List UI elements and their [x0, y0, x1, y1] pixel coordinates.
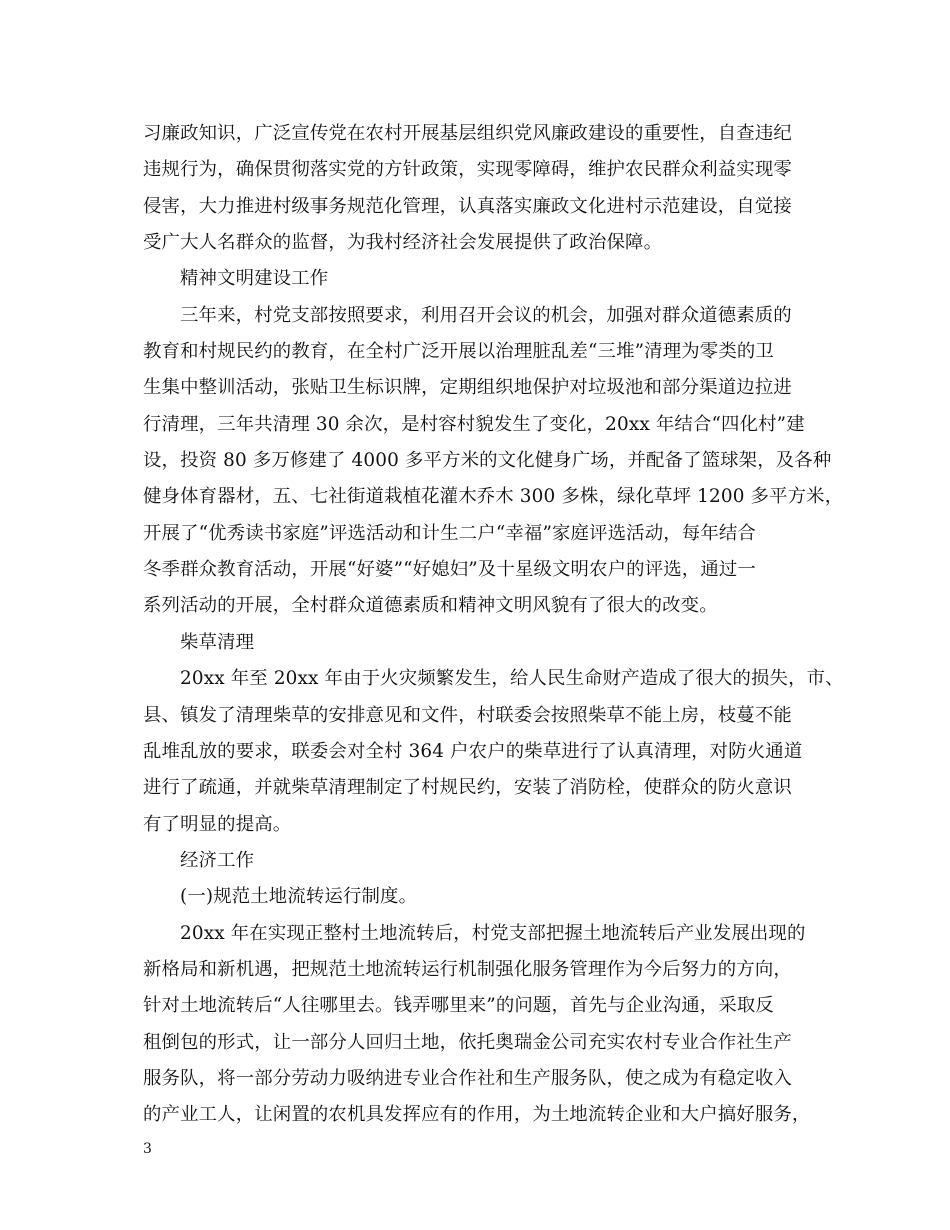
paragraph-line: 服务队，将一部分劳动力吸纳进专业合作社和生产服务队，使之成为有稳定收入	[143, 1067, 792, 1089]
paragraph-line: 设，投资 80 多万修建了 4000 多平方米的文化健身广场，并配备了篮球架，及各种	[143, 450, 832, 472]
paragraph-line: 有了明显的提高。	[143, 813, 292, 835]
paragraph-line: 20xx 年在实现正整村土地流转后，村党支部把握土地流转后产业发展出现的	[180, 922, 806, 944]
paragraph-line: 20xx 年至 20xx 年由于火灾频繁发生，给人民生命财产造成了很大的损失，市、	[180, 668, 844, 690]
paragraph-line: 乱堆乱放的要求，联委会对全村 364 户农户的柴草进行了认真清理，对防火通道	[143, 740, 803, 762]
paragraph-line: 教育和村规民约的教育，在全村广泛开展以治理脏乱差“三堆”清理为零类的卫	[143, 341, 774, 363]
paragraph-line: 侵害，大力推进村级事务规范化管理，认真落实廉政文化进村示范建设，自觉接	[143, 195, 792, 217]
paragraph-line: 行清理，三年共清理 30 余次，是村容村貌发生了变化，20xx 年结合“四化村”建	[143, 413, 805, 435]
paragraph-line: 开展了“优秀读书家庭”评选活动和计生二户“幸福”家庭评选活动，每年结合	[143, 522, 756, 544]
section-heading: 柴草清理	[180, 631, 255, 653]
paragraph-line: 县、镇发了清理柴草的安排意见和文件，村联委会按照柴草不能上房，枝蔓不能	[143, 704, 792, 726]
paragraph-line: 受广大人名群众的监督，为我村经济社会发展提供了政治保障。	[143, 232, 663, 254]
paragraph-line: 健身体育器材，五、七社街道栽植花灌木乔木 300 多株，绿化草坪 1200 多平方米，	[143, 486, 844, 508]
section-heading: 经济工作	[180, 849, 255, 871]
paragraph-line: 的产业工人，让闲置的农机具发挥应有的作用，为土地流转企业和大户搞好服务，	[143, 1104, 811, 1126]
paragraph-line: 生集中整训活动，张贴卫生标识牌，定期组织地保护对垃圾池和部分渠道边拉进	[143, 377, 792, 399]
paragraph-line: 冬季群众教育活动，开展“好婆”“好媳妇”及十星级文明农户的评选，通过一	[143, 559, 756, 581]
paragraph-line: 三年来，村党支部按照要求，利用召开会议的机会，加强对群众道德素质的	[180, 304, 792, 326]
paragraph-line: 针对土地流转后“人往哪里去。钱弄哪里来”的问题，首先与企业沟通，采取反	[143, 995, 774, 1017]
paragraph-line: 新格局和新机遇，把规范土地流转运行机制强化服务管理作为今后努力的方向，	[143, 958, 792, 980]
page-number: 3	[143, 1141, 152, 1157]
paragraph-line: 习廉政知识，广泛宣传党在农村开展基层组织党风廉政建设的重要性，自查违纪	[143, 123, 792, 144]
subsection-heading: (一)规范土地流转运行制度。	[180, 886, 418, 908]
paragraph-line: 进行了疏通，并就柴草清理制定了村规民约，安装了消防栓，使群众的防火意识	[143, 777, 792, 799]
paragraph-line: 租倒包的形式，让一部分人回归土地，依托奥瑞金公司充实农村专业合作社生产	[143, 1031, 792, 1053]
paragraph-line: 违规行为，确保贯彻落实党的方针政策，实现零障碍，维护农民群众利益实现零	[143, 159, 792, 181]
paragraph-line: 系列活动的开展，全村群众道德素质和精神文明风貌有了很大的改变。	[143, 595, 718, 617]
section-heading: 精神文明建设工作	[180, 268, 329, 290]
document-body	[143, 116, 844, 1134]
